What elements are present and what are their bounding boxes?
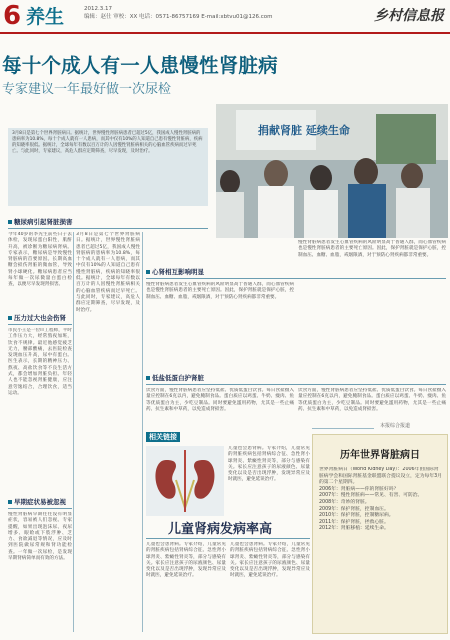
section-body-4: 慢性肾脏病患者发生心血管疾病的风险明显高于普通人群，而心血管疾病也是慢性肾脏病患者的主要死亡原因。因此，保护肾脏就是保护心脏，控制血压、血糖、血脂，戒烟限酒，对于预防心肾疾病都非常重要。 <box>146 282 294 300</box>
phone: 电话：0571-86757169 <box>139 14 200 20</box>
column-divider <box>73 232 74 632</box>
section-body-2: 市民小王是一位IT工程师，平时工作压力大，经常熬夜加班，饮食不规律。最近他感觉疲乏无力，腰部酸痛，去医院检查发现血压升高，尿中有蛋白。医生表示，长期的精神压力、熬夜、高盐饮食等不良生活方式，都会增加肾脏负担。年轻人也不能忽视肾脏健康，应注意劳逸结合，合理饮食，适当运动。 <box>8 328 72 396</box>
history-item: 2007年：慢性肾脏病——常见、有害、可防治。 <box>319 493 423 499</box>
section-body-6-cont: 儿童也会患肾病。专家介绍，儿童常见的肾脏疾病包括肾病综合征、急性肾小球肾炎、紫癜性肾炎等，部分与感染有关。家长应注意孩子的尿液颜色、尿量变化以及是否出现浮肿，发现异常应及时就医，避免延误治疗。 <box>230 542 310 579</box>
news-photo <box>216 104 448 238</box>
section-heading-1: 糖尿病引起肾脏损害 <box>8 218 73 227</box>
section-body-5: 饮食方面，慢性肾脏病患者应坚持低盐、优质低蛋白饮食。每日食盐摄入量应控制在6克以内，避免腌制食品。蛋白质应以鸡蛋、牛奶、瘦肉、鱼等优质蛋白为主，少吃豆制品。同时要避免滥用药物，尤其是一些止痛药、抗生素和中草药，以免造成肾损害。 <box>146 388 294 412</box>
divider <box>146 384 446 385</box>
history-item: 2010年：保护肾脏，控制糖尿病。 <box>319 513 394 519</box>
section-heading-4: 心肾相互影响明显 <box>146 268 204 277</box>
photo-illustration <box>216 104 448 238</box>
issue-date: 2012.3.17 <box>84 6 112 12</box>
newspaper-logo: 乡村信息报 <box>374 8 444 24</box>
related-link-body: 儿童也会患肾病。专家介绍，儿童常见的肾脏疾病包括肾病综合征、急性肾小球肾炎、紫癜性肾炎等，部分与感染有关。家长应注意孩子的尿液颜色、尿量变化以及是否出现浮肿，发现异常应及时就医，避免延误治疗。 <box>228 446 310 483</box>
history-item: 2009年：保护肾脏，控制血压。 <box>319 506 389 512</box>
bullet-icon <box>146 376 150 380</box>
headline: 每十个成人有一人患慢性肾脏病 <box>2 54 278 77</box>
history-item: 2011年：保护肾脏，拯救心脏。 <box>319 519 389 525</box>
section-title: 养生 <box>26 6 65 28</box>
divider <box>8 508 72 509</box>
history-list <box>319 467 443 631</box>
section-body-3: 慢性肾脏病早期往往没有明显症状，容易被人们忽视。专家提醒，如果出现泡沫尿、夜尿增多、眼睑或下肢浮肿、乏力、食欲减退等情况，应及时到医院做尿常规和肾功能检查。一年做一次尿检，是发现早期肾病简单而有效的方法。 <box>8 512 72 562</box>
photo-banner: 捐献肾脏 延续生命 <box>258 124 350 137</box>
bullet-icon <box>8 500 12 504</box>
kidney-illustration <box>146 446 224 516</box>
divider <box>146 538 310 539</box>
column-divider <box>142 232 143 632</box>
section-body-6: 儿童也会患肾病。专家介绍，儿童常见的肾脏疾病包括肾病综合征、急性肾小球肾炎、紫癜性肾炎等，部分与感染有关。家长应注意孩子的尿液颜色、尿量变化以及是否出现浮肿，发现异常应及时就医，避免延误治疗。 <box>146 542 226 579</box>
divider <box>8 228 208 229</box>
divider <box>8 324 72 325</box>
history-item: 2006年：肾脏病——你的肾脏好吗？ <box>319 486 399 492</box>
column-2-body: 3月8日是第七个世界肾脏病日。据统计，世界慢性肾脏病患者已超过5亿，我国成人慢性肾脏病的患病率为10.8%，每十个成人就有一人患病，而其中仅有10%的人知道自己患有慢性肾脏病，疾病的知晓率很低。据统计，全球每年有数以百万计的人因慢性肾脏病相关的心脑血管疾病而过早死亡。与此同时，专家建议，高危人群应定期筛查，尽早发现，及时治疗。 <box>76 232 140 313</box>
section-heading-3: 早期症状易被忽视 <box>8 498 66 507</box>
divider <box>312 428 374 429</box>
masthead <box>0 0 450 34</box>
history-box <box>312 434 448 634</box>
related-link-tag: 相关链接 <box>146 432 180 442</box>
history-item: 2008年：奇妙的肾脏。 <box>319 499 370 505</box>
masthead-meta <box>84 5 273 21</box>
history-item: 2012年：肾脏移植：延续生命。 <box>319 526 389 532</box>
source-credit: 本报综合报道 <box>380 423 411 429</box>
history-title: 历年世界肾脏病日 <box>340 450 420 461</box>
lede-box: 3月8日是第七个世界肾脏病日。据统计，世界慢性肾脏病患者已超过5亿，我国成人慢性肾脏病的患病率为10.8%，每十个成人就有一人患病，而其中仅有10%的人知道自己患有慢性肾脏病，疾病的知晓率很低。据统计，全球每年有数以百万计的人因慢性肾脏病相关的心脑血管疾病而过早死亡。与此同时，专家建议，高危人群应定期筛查，尽早发现，及时治疗。 <box>8 128 208 206</box>
editor-credit: 编辑：赵仕 审校：XX <box>84 14 138 20</box>
page-number: 6 <box>3 1 22 31</box>
section-heading-2: 压力过大也会伤肾 <box>8 314 66 323</box>
subheadline: 专家建议一年最好做一次尿检 <box>2 82 172 97</box>
history-item: 世界肾脏病日（World Kidney Day）：2006年由国际肾脏病学会和国际肾脏基金联盟联合提议设立，定为每年3月的第二个星期四。 <box>319 467 442 486</box>
section-body-1: 今年40岁的李先生前些日子去体检，发现尿蛋白阳性，肌酐升高，被诊断为糖尿病肾病。专家表示，糖尿病是导致慢性肾脏病的首要原因。长期高血糖会损伤肾脏的微血管，导致肾小球硬化。糖尿病患者应当每年做一次尿微量白蛋白检查，以便尽早发现肾损害。 <box>8 232 72 288</box>
bullet-icon <box>146 270 150 274</box>
email: E-mail:xbtvu01@126.com <box>201 14 273 20</box>
section-body-5-cont: 饮食方面，慢性肾脏病患者应坚持低盐、优质低蛋白饮食。每日食盐摄入量应控制在6克以内，避免腌制食品。蛋白质应以鸡蛋、牛奶、瘦肉、鱼等优质蛋白为主，少吃豆制品。同时要避免滥用药物，尤其是一些止痛药、抗生素和中草药，以免造成肾损害。 <box>298 388 446 412</box>
section-heading-5: 低盐低蛋白护肾脏 <box>146 374 204 383</box>
bullet-icon <box>8 316 12 320</box>
bullet-icon <box>8 220 12 224</box>
section-heading-6: 儿童肾病发病率高 <box>168 522 273 537</box>
section-body-4-cont: 慢性肾脏病患者发生心血管疾病的风险明显高于普通人群，而心血管疾病也是慢性肾脏病患者的主要死亡原因。因此，保护肾脏就是保护心脏，控制血压、血糖、血脂，戒烟限酒，对于预防心肾疾病都非常重要。 <box>298 240 446 258</box>
